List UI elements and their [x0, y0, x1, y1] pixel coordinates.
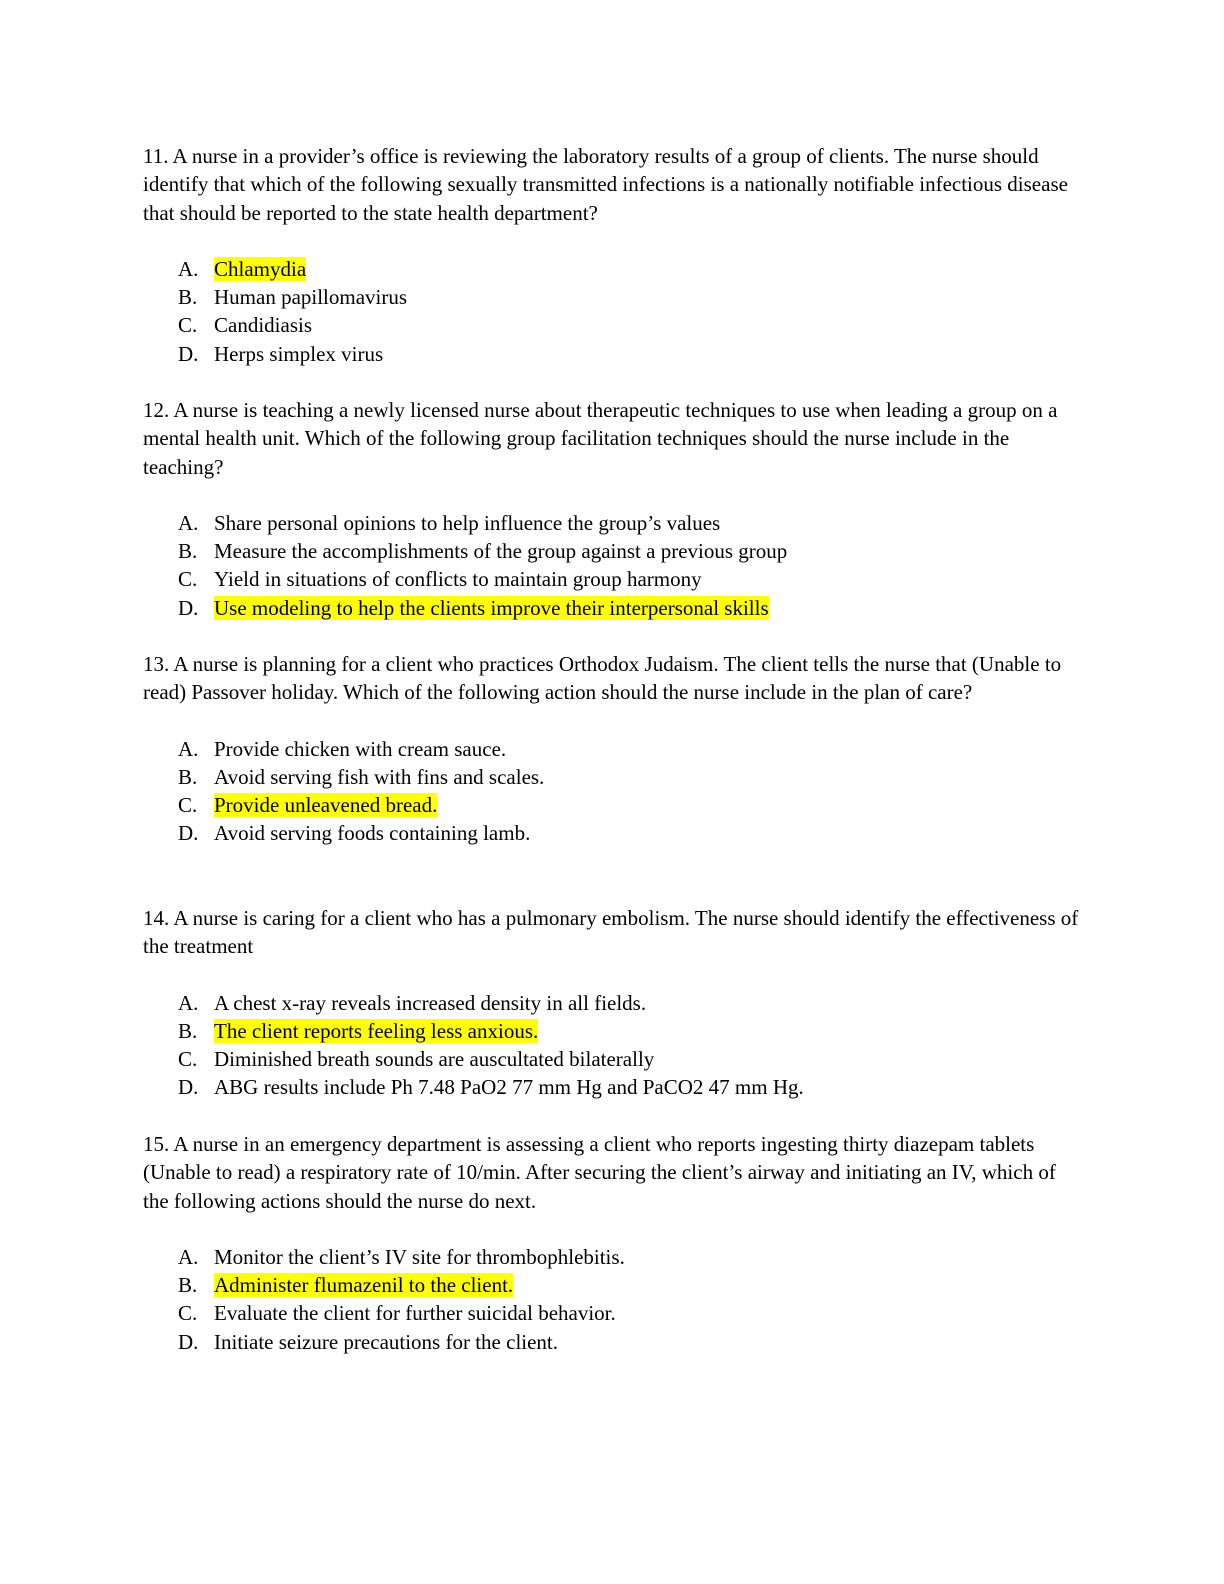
answer-option [178, 1045, 1083, 1073]
option-letter: C. [178, 1301, 198, 1326]
answer-option [178, 791, 1083, 819]
answer-option [178, 283, 1083, 311]
option-letter: D. [178, 1329, 199, 1354]
answer-options [143, 509, 1083, 622]
question-stem: 14. A nurse is caring for a client who has a pulmonary embolism. The nurse should identify the effectiveness of the treatment [143, 906, 1079, 959]
answer-option [178, 255, 1083, 283]
option-letter: A. [178, 736, 199, 761]
option-text: Provide chicken with cream sauce. [214, 736, 507, 761]
option-letter: B. [178, 1273, 198, 1298]
option-text-highlighted: Chlamydia [214, 256, 307, 281]
answer-option [178, 1299, 1083, 1327]
answer-option [178, 1073, 1083, 1101]
option-text: Candidiasis [214, 313, 312, 338]
answer-options [143, 1243, 1083, 1356]
option-letter: B. [178, 764, 198, 789]
answer-option [178, 1017, 1083, 1045]
answer-options [143, 989, 1083, 1102]
option-text-highlighted: Use modeling to help the clients improve their interpersonal skills [214, 595, 769, 620]
question-14 [143, 904, 1083, 1102]
question-12 [143, 396, 1083, 622]
option-letter: D. [178, 341, 199, 366]
answer-option [178, 509, 1083, 537]
option-text: ABG results include Ph 7.48 PaO2 77 mm Hg and PaCO2 47 mm Hg. [214, 1075, 804, 1100]
option-letter: C. [178, 313, 198, 338]
option-letter: B. [178, 539, 198, 564]
option-text: Avoid serving foods containing lamb. [214, 821, 531, 846]
question-stem: 12. A nurse is teaching a newly licensed nurse about therapeutic techniques to use when leading a group on a mental health unit. Which of the following group facilitation techniques should the nurse include in the teaching? [143, 398, 1058, 479]
answer-option [178, 819, 1083, 847]
option-text: Yield in situations of conflicts to maintain group harmony [214, 567, 702, 592]
option-text: Diminished breath sounds are auscultated bilaterally [214, 1047, 655, 1072]
option-letter: A. [178, 256, 199, 281]
answer-options [143, 255, 1083, 368]
answer-option [178, 537, 1083, 565]
question-stem: 11. A nurse in a provider’s office is reviewing the laboratory results of a group of clients. The nurse should identify that which of the following sexually transmitted infections is a nationally notifiable infectious disease that should be reported to the state health department? [143, 144, 1068, 225]
option-letter: B. [178, 1018, 198, 1043]
option-text: Human papillomavirus [214, 285, 408, 310]
question-stem: 15. A nurse in an emergency department is assessing a client who reports ingesting thirty diazepam tablets (Unable to read) a respiratory rate of 10/min. After securing the client’s airway and initiating an IV, which of the following actions should the nurse do next. [143, 1132, 1056, 1213]
option-text: Monitor the client’s IV site for thrombophlebitis. [214, 1244, 625, 1269]
answer-option [178, 1271, 1083, 1299]
option-text: Measure the accomplishments of the group against a previous group [214, 539, 788, 564]
option-text: Share personal opinions to help influence the group’s values [214, 510, 721, 535]
option-letter: A. [178, 510, 199, 535]
option-letter: A. [178, 1244, 199, 1269]
option-letter: C. [178, 567, 198, 592]
option-text: Evaluate the client for further suicidal behavior. [214, 1301, 616, 1326]
option-text: Initiate seizure precautions for the client. [214, 1329, 559, 1354]
option-letter: B. [178, 285, 198, 310]
answer-option [178, 594, 1083, 622]
answer-option [178, 763, 1083, 791]
answer-option [178, 989, 1083, 1017]
option-letter: C. [178, 793, 198, 818]
option-text: Herps simplex virus [214, 341, 384, 366]
question-stem: 13. A nurse is planning for a client who practices Orthodox Judaism. The client tells the nurse that (Unable to read) Passover holiday. Which of the following action should the nurse include in the plan of care? [143, 652, 1062, 705]
option-letter: D. [178, 595, 199, 620]
answer-options [143, 735, 1083, 848]
option-letter: D. [178, 821, 199, 846]
question-11 [143, 142, 1083, 368]
answer-option [178, 735, 1083, 763]
option-text-highlighted: The client reports feeling less anxious. [214, 1018, 539, 1043]
answer-option [178, 311, 1083, 339]
answer-option [178, 565, 1083, 593]
answer-option [178, 1328, 1083, 1356]
option-letter: D. [178, 1075, 199, 1100]
option-text-highlighted: Administer flumazenil to the client. [214, 1273, 514, 1298]
option-text: Avoid serving fish with fins and scales. [214, 764, 545, 789]
answer-option [178, 1243, 1083, 1271]
answer-option [178, 340, 1083, 368]
option-letter: C. [178, 1047, 198, 1072]
option-text: A chest x-ray reveals increased density in all fields. [214, 990, 647, 1015]
question-13 [143, 650, 1083, 848]
option-text-highlighted: Provide unleavened bread. [214, 793, 438, 818]
option-letter: A. [178, 990, 199, 1015]
question-15 [143, 1130, 1083, 1356]
